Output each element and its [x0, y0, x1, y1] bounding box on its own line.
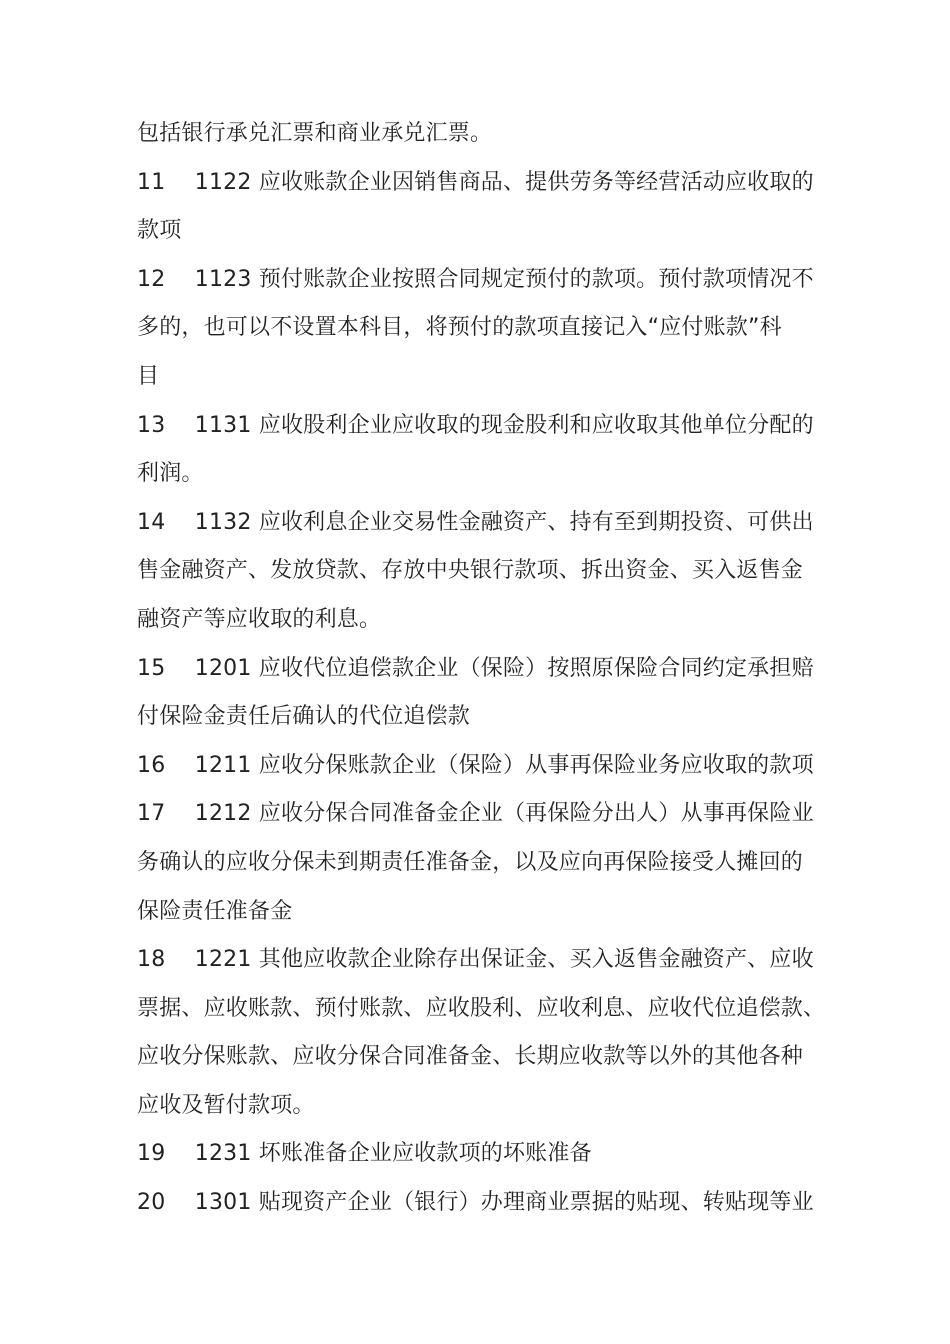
text-line: 18 1221 其他应收款企业除存出保证金、买入返售金融资产、应收: [137, 947, 814, 973]
text-line: 14 1132 应收利息企业交易性金融资产、持有至到期投资、可供出: [137, 509, 814, 535]
text-line: 利润。: [137, 461, 204, 487]
text-line: 多的，也可以不设置本科目，将预付的款项直接记入“应付账款”科: [137, 315, 782, 341]
text-line: 17 1212 应收分保合同准备金企业（再保险分出人）从事再保险业: [137, 801, 814, 827]
text-line: 包括银行承兑汇票和商业承兑汇票。: [137, 121, 493, 146]
text-line: 12 1123 预付账款企业按照合同规定预付的款项。预付款项情况不: [137, 266, 814, 292]
text-line: 票据、应收账款、预付账款、应收股利、应收利息、应收代位追偿款、: [137, 995, 826, 1021]
text-line: 13 1131 应收股利企业应收取的现金股利和应收取其他单位分配的: [137, 412, 814, 438]
text-line: 11 1122 应收账款企业因销售商品、提供劳务等经营活动应收取的: [137, 169, 814, 195]
text-line: 目: [137, 363, 160, 389]
text-line: 应收及暂付款项。: [137, 1092, 315, 1118]
text-line: 20 1301 贴现资产企业（银行）办理商业票据的贴现、转贴现等业: [137, 1190, 814, 1216]
document-body: [137, 110, 826, 1228]
text-line: 售金融资产、发放贷款、存放中央银行款项、拆出资金、买入返售金: [137, 558, 804, 584]
text-line: 应收分保账款、应收分保合同准备金、长期应收款等以外的其他各种: [137, 1044, 804, 1070]
text-line: 务确认的应收分保未到期责任准备金，以及应向再保险接受人摊回的: [137, 849, 804, 875]
text-line: 融资产等应收取的利息。: [137, 606, 382, 632]
text-line: 付保险金责任后确认的代位追偿款: [137, 704, 471, 730]
text-line: 19 1231 坏账准备企业应收款项的坏账准备: [137, 1141, 592, 1167]
text-line: 15 1201 应收代位追偿款企业（保险）按照原保险合同约定承担赔: [137, 655, 814, 681]
text-line: 16 1211 应收分保账款企业（保险）从事再保险业务应收取的款项: [137, 752, 814, 778]
text-line: 保险责任准备金: [137, 898, 293, 924]
text-line: 款项: [137, 218, 182, 244]
